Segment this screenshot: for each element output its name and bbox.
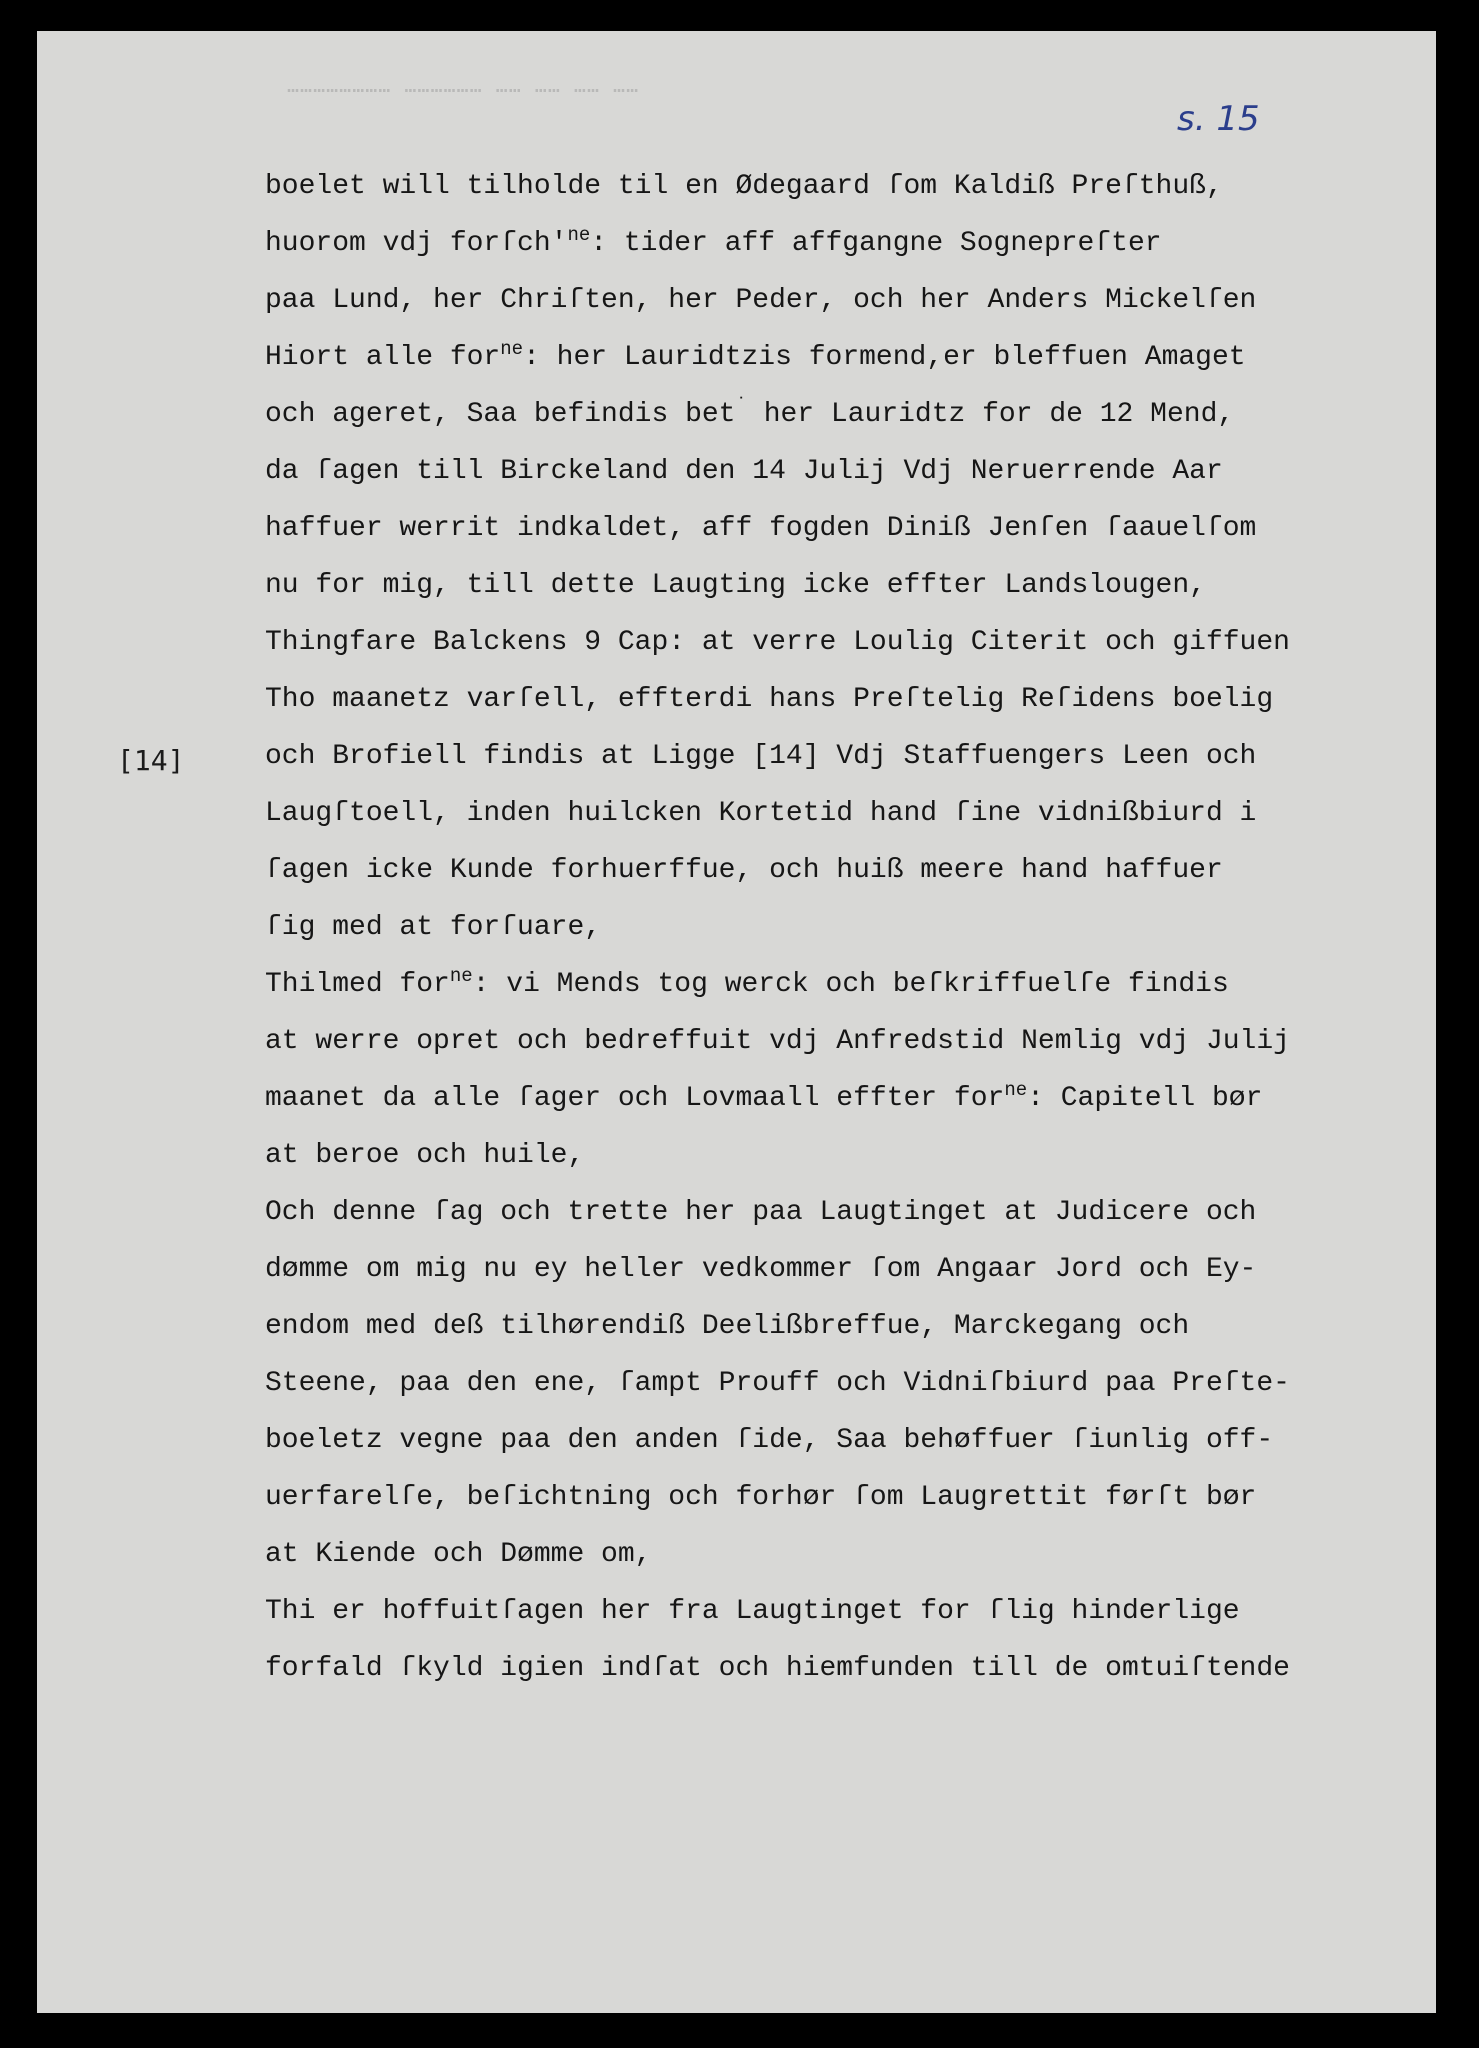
text-line: Thingfare Balckens 9 Cap: at verre Loulig Citerit och giffuen (265, 627, 1290, 658)
text-line: uerfarelſe, beſichtning och forhør ſom Laugrettit førſt bør (265, 1482, 1257, 1513)
text-line: Steene, paa den ene, ſampt Prouff och Vidniſbiurd paa Preſte- (265, 1368, 1290, 1399)
text-line: boelet will tilholde til en Ødegaard ſom Kaldiß Preſthuß, (265, 171, 1223, 202)
text-line: nu for mig, till dette Laugting icke effter Landslougen, (265, 570, 1206, 601)
text-line: huorom vdj $forſch'^{ne}$: tider aff affgangne Sognepreſter (265, 224, 1162, 259)
text-line: haffuer werrit indkaldet, aff fogden Diniß Jenſen ſaauelſom (265, 513, 1257, 544)
text-line: dømme om mig nu ey heller vedkommer ſom Angaar Jord och Ey- (265, 1254, 1257, 1285)
document-body (265, 158, 1395, 1697)
text-line: Hiort alle for$^{ne}$: her Lauridtzis formend,er bleffuen Amaget (265, 338, 1246, 373)
document-page (37, 31, 1436, 2013)
text-line: at beroe och huile, (265, 1140, 585, 1171)
text-line: da ſagen till Birckeland den 14 Julij Vdj Neruerrende Aar (265, 456, 1223, 487)
text-line: och ageret, Saa befindis bet˙ her Lauridtz for de 12 Mend, (265, 395, 1235, 430)
text-line: Laugſtoell, inden huilcken Kortetid hand ſine vidnißbiurd i (265, 798, 1257, 829)
text-line: Thi er hoffuitſagen her fra Laugtinget for ſlig hinderlige (265, 1596, 1240, 1627)
faded-header-text: …………………… ……………… …… …… …… …… (287, 73, 640, 97)
text-line: forfald ſkyld igien indſat och hiemfunden till de omtuiſtende (265, 1653, 1290, 1684)
margin-note: [14] (117, 744, 185, 777)
text-line: Tho maanetz varſell, effterdi hans Preſtelig Reſidens boelig (265, 684, 1274, 715)
text-line: maanet da alle ſager och Lovmaall effter for$^{ne}$: Capitell bør (265, 1079, 1263, 1114)
text-line: och Brofiell findis at Ligge [14] Vdj Staffuengers Leen och (265, 741, 1257, 772)
page-number: s. 15 (1177, 99, 1260, 139)
text-line: Och denne ſag och trette her paa Laugtinget at Judicere och (265, 1197, 1257, 1228)
text-line: paa Lund, her Chriſten, her Peder, och her Anders Mickelſen (265, 285, 1257, 316)
text-line: endom med deß tilhørendiß Deelißbreffue, Marckegang och (265, 1311, 1190, 1342)
text-line: at Kiende och Dømme om, (265, 1539, 652, 1570)
text-line: boeletz vegne paa den anden ſide, Saa behøffuer ſiunlig off- (265, 1425, 1274, 1456)
text-line: at werre opret och bedreffuit vdj Anfredstid Nemlig vdj Julij (265, 1026, 1290, 1057)
text-line: Thilmed for$^{ne}$: vi Mends tog werck och beſkriffuelſe findis (265, 965, 1229, 1000)
text-line: ſagen icke Kunde forhuerffue, och huiß meere hand haffuer (265, 855, 1223, 886)
text-line: ſig med at forſuare, (265, 912, 602, 943)
